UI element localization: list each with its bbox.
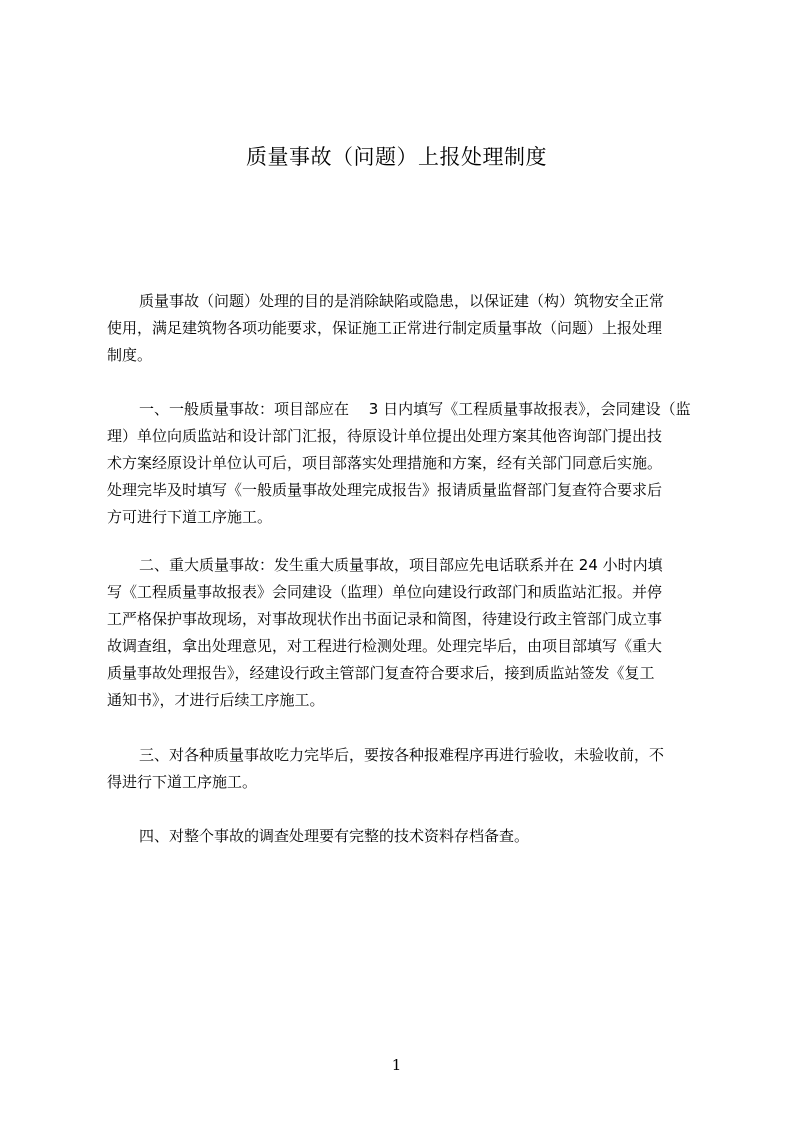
paragraph-line: 制度。 bbox=[107, 346, 153, 364]
paragraph-line: 理）单位向质监站和设计部门汇报，待原设计单位提出处理方案其他咨询部门提出技 bbox=[107, 427, 663, 445]
paragraph-line: 方可进行下道工序施工。 bbox=[107, 508, 273, 526]
paragraph-line: 处理完毕及时填写《一般质量事故处理完成报告》报请质量监督部门复查符合要求后 bbox=[107, 481, 663, 499]
paragraph-line: 质量事故处理报告》，经建设行政主管部门复查符合要求后，接到质监站签发《复工 bbox=[107, 664, 655, 682]
paragraph-line: 得进行下道工序施工。 bbox=[107, 773, 258, 791]
paragraph-line: 通知书》，才进行后续工序施工。 bbox=[107, 691, 325, 709]
document-title: 质量事故（问题）上报处理制度 bbox=[246, 145, 547, 169]
page-number: 1 bbox=[391, 1056, 402, 1074]
paragraph-line: 工严格保护事故现场，对事故现状作出书面记录和简图，待建设行政主管部门成立事 bbox=[107, 610, 663, 628]
paragraph-line: 四、对整个事故的调查处理要有完整的技术资料存档备查。 bbox=[139, 827, 530, 845]
paragraph-line: 故调查组，拿出处理意见，对工程进行检测处理。处理完毕后，由项目部填写《重大 bbox=[107, 637, 663, 655]
paragraph-line: 二、重大质量事故：发生重大质量事故，项目部应先电话联系并在 24 小时内填 bbox=[139, 556, 663, 574]
paragraph-line: 质量事故（问题）处理的目的是消除缺陷或隐患，以保证建（构）筑物安全正常 bbox=[139, 292, 665, 310]
paragraph-line: 术方案经原设计单位认可后，项目部落实处理措施和方案，经有关部门同意后实施。 bbox=[107, 454, 663, 472]
paragraph-line: 写《工程质量事故报表》会同建设（监理）单位向建设行政部门和质监站汇报。并停 bbox=[107, 583, 663, 601]
paragraph-line: 三、对各种质量事故吃力完毕后，要按各种报难程序再进行验收，未验收前，不 bbox=[139, 746, 665, 764]
paragraph-line: 使用，满足建筑物各项功能要求，保证施工正常进行制定质量事故（问题）上报处理 bbox=[107, 319, 663, 337]
paragraph-line: 一、一般质量事故：项目部应在 3 日内填写《工程质量事故报表》，会同建设（监 bbox=[139, 400, 691, 418]
